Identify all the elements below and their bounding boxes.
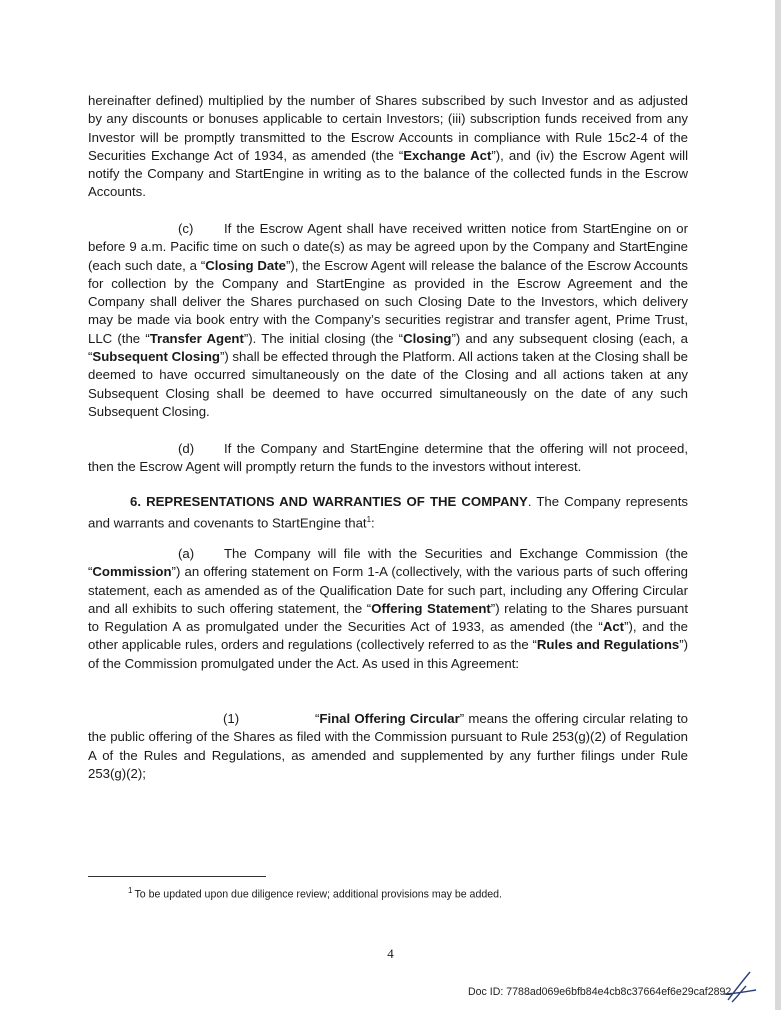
- text-run: ”) shall be effected through the Platform. All actions taken at the Closing shall be deemed to have occurred simultaneously on the date of the Closing and all actions taken at any Subsequent Closing shall be deemed to have occurred simultaneously on the date of any such Subsequent Closing.: [88, 349, 688, 419]
- defined-term: Offering Statement: [371, 600, 491, 616]
- text-run: If the Company and StartEngine determine that the offering will not proceed, then the Escrow Agent will promptly return the funds to the investors without interest.: [88, 441, 688, 475]
- text-run: ”) an offering statement on Form 1-A (collectively, with the various parts of such offering statement, each as amended as of the Qualification Date for such part, including any Offering Circular and all exhibits to such offering statement, the “: [88, 564, 688, 616]
- clause-label: (c): [178, 221, 194, 236]
- signature-mark-icon: [720, 970, 760, 1006]
- defined-term: Act: [602, 619, 625, 635]
- text-run: ”), and (iv) the Escrow Agent will notify the Company and StartEngine in writing as to the balance of the collected funds in the Escrow Accounts.: [88, 147, 688, 200]
- footnote-mark: 1: [128, 886, 133, 895]
- text-run: :: [371, 515, 375, 531]
- paragraph-a-offering-statement: [88, 545, 688, 673]
- text-run: hereinafter defined) multiplied by the number of Shares subscribed by such Investor and as adjusted by any discounts or bonuses applicable to certain Investors; (iii) subscription funds received from any Investor will be promptly transmitted to the Escrow Accounts in compliance with Rule 15c2-4 of the Securities Exchange Act of 1934, as amended (the “: [88, 93, 688, 163]
- paragraph-1-final-offering-circular: [88, 710, 688, 783]
- paragraph-section-6: [88, 493, 688, 533]
- footnote-ref: 1: [366, 515, 372, 525]
- text-run: If the Escrow Agent shall have received written notice from StartEngine on or before 9 a.m. Pacific time on such o date(s) as may be agreed upon by the Company and StartEngine (each such date, a “: [88, 221, 688, 273]
- defined-term: Exchange Act: [403, 147, 492, 163]
- defined-term: Closing: [403, 330, 452, 346]
- paragraph-d-return-funds: [88, 440, 688, 477]
- defined-term: Closing Date: [205, 257, 286, 273]
- page-number: 4: [387, 946, 394, 961]
- section-heading: 6. REPRESENTATIONS AND WARRANTIES OF THE COMPANY: [130, 494, 528, 509]
- text-run: ”). The initial closing (the “: [243, 330, 404, 346]
- defined-term: Rules and Regulations: [536, 637, 680, 653]
- defined-term: Commission: [92, 564, 172, 580]
- doc-id: Doc ID: 7788ad069e6bfb84e4cb8c37664ef6e29caf2892: [468, 986, 732, 998]
- clause-label: (a): [178, 546, 195, 561]
- defined-term: Final Offering Circular: [319, 711, 460, 726]
- defined-term: Transfer Agent: [149, 330, 244, 346]
- clause-label: (d): [178, 441, 195, 456]
- footnote: [128, 884, 502, 902]
- text-run: ”) of the Commission promulgated under the Act. As used in this Agreement:: [88, 637, 689, 671]
- text-run: ” means the offering circular relating to the public offering of the Shares as filed with the Commission pursuant to Rule 253(g)(2) of Regulation A of the Rules and Regulations, as amended and supplemented by any further filings under Rule 253(g)(2);: [88, 711, 688, 781]
- text-run: ”) and any subsequent closing (each, a “: [88, 330, 688, 365]
- text-run: ”), and the other applicable rules, orders and regulations (collectively referred to as the “: [88, 619, 688, 653]
- text-run: ”), the Escrow Agent will release the balance of the Escrow Accounts for collection by the Company and StartEngine as provided in the Escrow Agreement and the Company shall deliver the Shares purchased on such Closing Date to the Investors, which delivery may be made via book entry with the Company’s securities registrar and transfer agent, Prime Trust, LLC (the “: [88, 257, 688, 346]
- footnote-text: To be updated upon due diligence review; additional provisions may be added.: [134, 888, 502, 901]
- text-run: . The Company represents and warrants and covenants to StartEngine that: [88, 494, 689, 531]
- defined-term: Subsequent Closing: [92, 349, 220, 365]
- footnote-divider: [88, 876, 266, 877]
- text-run: The Company will file with the Securities and Exchange Commission (the “: [88, 546, 688, 580]
- paragraph-escrow-funds: [88, 92, 688, 202]
- clause-label: (1): [223, 711, 240, 726]
- text-run: “: [315, 711, 320, 726]
- scan-edge: [775, 0, 781, 1010]
- text-run: ”) relating to the Shares pursuant to Regulation A as promulgated under the Securities Act of 1933, as amended (the “: [88, 600, 689, 635]
- paragraph-c-closing: [88, 220, 688, 421]
